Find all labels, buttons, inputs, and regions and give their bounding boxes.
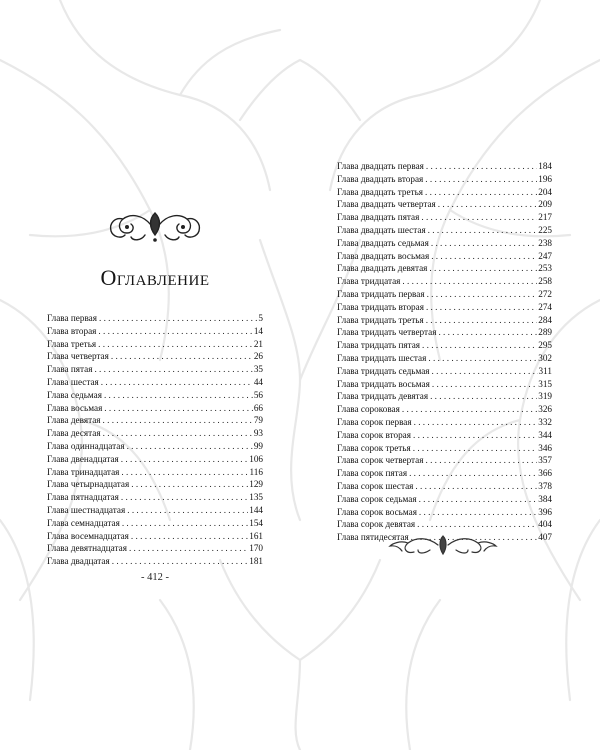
toc-entry-title: Глава тридцать вторая: [337, 301, 424, 312]
toc-entry-page: 79: [253, 415, 263, 426]
dot-leader: [99, 312, 257, 325]
toc-entry-page: 196: [538, 173, 552, 184]
toc-entry-title: Глава сорок пятая: [337, 468, 408, 479]
toc-entry-title: Глава тридцать восьмая: [337, 378, 430, 389]
toc-entry-page: 274: [538, 301, 552, 312]
toc-entry: [47, 555, 263, 568]
toc-entry-page: 106: [249, 453, 263, 464]
toc-entry-page: 344: [538, 429, 552, 440]
toc-entry-page: 407: [538, 532, 552, 543]
toc-entry-page: 26: [253, 351, 263, 362]
dot-leader: [413, 442, 537, 455]
dot-leader: [98, 325, 252, 338]
toc-entry-page: 44: [253, 376, 263, 387]
toc-entry-page: 295: [538, 340, 552, 351]
dot-leader: [419, 506, 537, 519]
dot-leader: [432, 378, 537, 391]
toc-entry-page: 357: [538, 455, 552, 466]
toc-entry-title: Глава девятнадцатая: [47, 543, 127, 554]
toc-entry-title: Глава сорок шестая: [337, 480, 414, 491]
toc-entry-page: 144: [249, 504, 263, 515]
toc-entry: [337, 250, 552, 263]
toc-entry-page: 116: [249, 466, 263, 477]
dot-leader: [127, 504, 248, 517]
toc-entry-title: Глава тридцать четвертая: [337, 327, 437, 338]
toc-entry: [337, 493, 552, 506]
toc-entry-page: 319: [538, 391, 552, 402]
toc-entry-page: 5: [258, 313, 263, 323]
dot-leader: [94, 363, 252, 376]
toc-entry-page: 225: [538, 224, 552, 235]
dot-leader: [432, 365, 538, 378]
toc-entry-page: 238: [538, 237, 552, 248]
toc-entry-page: 272: [538, 288, 552, 299]
dot-leader: [419, 493, 538, 506]
toc-entry-page: 154: [249, 517, 263, 528]
dot-leader: [131, 530, 248, 543]
toc-entry-page: 326: [538, 404, 552, 415]
toc-entry-page: 311: [538, 365, 552, 376]
toc-entry: [47, 376, 263, 389]
toc-entry: [337, 390, 552, 403]
toc-entry: [337, 429, 552, 442]
toc-entry: [47, 350, 263, 363]
dot-leader: [402, 275, 537, 288]
toc-entry-page: 302: [538, 352, 552, 363]
scroll-ornament-bottom: [388, 532, 498, 558]
toc-entry: [337, 275, 552, 288]
toc-entry: [47, 504, 263, 517]
toc-entry: [337, 237, 552, 250]
toc-entry-title: Глава десятая: [47, 428, 101, 439]
dot-leader: [417, 518, 537, 531]
toc-entry-title: Глава двадцать пятая: [337, 212, 420, 223]
toc-entry-title: Глава одиннадцатая: [47, 440, 125, 451]
toc-entry-page: 184: [538, 161, 552, 171]
dot-leader: [425, 173, 537, 186]
dot-leader: [426, 160, 537, 173]
dot-leader: [104, 389, 253, 402]
toc-entry-title: Глава тридцатая: [337, 276, 401, 287]
toc-entry-title: Глава пятидесятая: [337, 532, 409, 543]
dot-leader: [438, 326, 537, 339]
toc-entry: [337, 403, 552, 416]
dot-leader: [409, 467, 537, 480]
toc-entry-page: 253: [538, 263, 552, 274]
toc-entry-title: Глава двадцать первая: [337, 161, 424, 171]
toc-entry-title: Глава шестнадцатая: [47, 504, 126, 515]
toc-entry-title: Глава сорок четвертая: [337, 455, 424, 466]
toc-entry-title: Глава тридцать девятая: [337, 391, 429, 402]
toc-entry-page: 35: [253, 364, 263, 375]
toc-entry-title: Глава двадцать девятая: [337, 263, 428, 274]
toc-entry: [337, 480, 552, 493]
toc-entry: [47, 440, 263, 453]
toc-entry-title: Глава восьмая: [47, 402, 103, 413]
toc-entry: [337, 301, 552, 314]
toc-entry: [47, 389, 263, 402]
toc-entry-title: Глава сорок восьмая: [337, 506, 417, 517]
toc-entry: [337, 224, 552, 237]
toc-entry: [337, 442, 552, 455]
dot-leader: [421, 211, 537, 224]
toc-entry-title: Глава сорок первая: [337, 416, 412, 427]
dot-leader: [428, 224, 538, 237]
toc-entry-page: 404: [538, 519, 552, 530]
dot-leader: [111, 350, 253, 363]
dot-leader: [122, 517, 248, 530]
dot-leader: [112, 555, 249, 568]
toc-entry: [47, 325, 263, 338]
toc-entry-page: 209: [538, 199, 552, 210]
toc-entry-page: 396: [538, 506, 552, 517]
toc-left-column: [47, 312, 263, 568]
dot-leader: [430, 390, 537, 403]
toc-entry-title: Глава сорок седьмая: [337, 493, 417, 504]
dot-leader: [103, 427, 253, 440]
dot-leader: [131, 478, 248, 491]
toc-entry-title: Глава двадцать четвертая: [337, 199, 436, 210]
toc-entry-page: 258: [538, 276, 552, 287]
toc-entry-title: Глава сороковая: [337, 404, 400, 415]
toc-entry-title: Глава тридцать третья: [337, 314, 424, 325]
dot-leader: [121, 466, 248, 479]
toc-entry-title: Глава сорок третья: [337, 442, 411, 453]
dot-leader: [429, 262, 537, 275]
toc-entry-page: 129: [249, 479, 263, 490]
toc-entry-page: 56: [253, 389, 263, 400]
toc-entry-page: 135: [249, 492, 263, 503]
toc-entry-title: Глава двадцать восьмая: [337, 250, 430, 261]
toc-entry: [47, 491, 263, 504]
toc-entry: [47, 402, 263, 415]
toc-entry: [337, 160, 552, 173]
dot-leader: [414, 416, 538, 429]
toc-entry: [47, 363, 263, 376]
toc-entry-page: 161: [249, 530, 263, 541]
toc-entry: [337, 416, 552, 429]
toc-entry: [47, 542, 263, 555]
dot-leader: [438, 198, 537, 211]
dot-leader: [402, 403, 537, 416]
dot-leader: [101, 376, 253, 389]
toc-entry-title: Глава тридцать шестая: [337, 352, 427, 363]
toc-entry-page: 14: [253, 325, 263, 336]
toc-entry: [337, 518, 552, 531]
dot-leader: [427, 288, 538, 301]
toc-entry-title: Глава сорок вторая: [337, 429, 411, 440]
toc-entry-page: 378: [538, 480, 552, 491]
dot-leader: [121, 491, 248, 504]
toc-entry: [47, 517, 263, 530]
toc-title: Оглавление: [100, 265, 210, 290]
toc-entry: [337, 262, 552, 275]
toc-entry-title: Глава двадцать третья: [337, 186, 424, 197]
toc-entry: [47, 478, 263, 491]
dot-leader: [104, 402, 253, 415]
toc-entry-title: Глава девятая: [47, 415, 101, 426]
dot-leader: [413, 429, 537, 442]
toc-entry: [337, 288, 552, 301]
toc-entry-title: Глава пятая: [47, 364, 93, 375]
toc-entry: [337, 467, 552, 480]
toc-entry-title: Глава тринадцатая: [47, 466, 120, 477]
toc-entry-title: Глава двадцать вторая: [337, 173, 424, 184]
toc-entry-page: 204: [538, 186, 552, 197]
toc-entry-title: Глава вторая: [47, 325, 97, 336]
toc-entry: [337, 339, 552, 352]
dot-leader: [428, 352, 537, 365]
toc-entry-title: Глава двадцатая: [47, 556, 110, 567]
toc-entry-title: Глава четвертая: [47, 351, 109, 362]
toc-entry: [337, 378, 552, 391]
dot-leader: [425, 454, 537, 467]
toc-entry-title: Глава двадцать шестая: [337, 224, 426, 235]
toc-entry: [337, 314, 552, 327]
toc-entry-title: Глава тридцать седьмая: [337, 365, 430, 376]
toc-entry: [47, 530, 263, 543]
toc-entry: [337, 326, 552, 339]
toc-entry: [337, 198, 552, 211]
dot-leader: [431, 237, 537, 250]
toc-entry: [47, 338, 263, 351]
toc-entry-page: 315: [538, 378, 552, 389]
dot-leader: [129, 542, 248, 555]
toc-entry-title: Глава сорок девятая: [337, 519, 416, 530]
dot-leader: [127, 440, 253, 453]
toc-entry: [337, 352, 552, 365]
toc-right-column: [337, 160, 552, 544]
dot-leader: [103, 414, 253, 427]
toc-entry: [47, 427, 263, 440]
toc-entry-page: 384: [538, 493, 552, 504]
toc-entry-page: 21: [253, 338, 263, 349]
toc-entry-page: 284: [538, 314, 552, 325]
toc-entry: [47, 466, 263, 479]
dot-leader: [431, 250, 537, 263]
toc-entry-title: Глава седьмая: [47, 389, 102, 400]
toc-entry-page: 181: [249, 556, 263, 567]
toc-entry-page: 346: [538, 442, 552, 453]
toc-entry-title: Глава тридцать первая: [337, 288, 425, 299]
toc-entry-page: 289: [538, 327, 552, 338]
toc-entry-title: Глава шестая: [47, 376, 99, 387]
dot-leader: [415, 480, 537, 493]
dot-leader: [425, 186, 537, 199]
toc-entry-title: Глава тридцать пятая: [337, 340, 421, 351]
dot-leader: [422, 339, 537, 352]
toc-entry-page: 99: [253, 440, 263, 451]
toc-entry: [337, 211, 552, 224]
toc-entry-page: 366: [538, 468, 552, 479]
toc-entry-title: Глава двадцать седьмая: [337, 237, 429, 248]
toc-entry-title: Глава двенадцатая: [47, 453, 119, 464]
dot-leader: [426, 301, 537, 314]
toc-entry-page: 170: [249, 543, 263, 554]
toc-entry: [337, 186, 552, 199]
toc-entry-title: Глава третья: [47, 338, 97, 349]
toc-entry: [337, 173, 552, 186]
toc-entry-title: Глава четырнадцатая: [47, 479, 130, 490]
toc-entry-page: 332: [538, 416, 552, 427]
page-number: - 412 -: [141, 572, 169, 583]
toc-entry-page: 217: [538, 212, 552, 223]
toc-entry-page: 93: [253, 428, 263, 439]
toc-entry: [47, 312, 263, 325]
toc-entry: [47, 414, 263, 427]
toc-entry-title: Глава восемнадцатая: [47, 530, 129, 541]
dot-leader: [121, 453, 248, 466]
toc-entry-page: 66: [253, 402, 263, 413]
toc-entry-title: Глава первая: [47, 313, 97, 323]
toc-entry: [47, 453, 263, 466]
toc-entry-title: Глава семнадцатая: [47, 517, 120, 528]
toc-entry: [337, 365, 552, 378]
toc-entry: [337, 506, 552, 519]
dot-leader: [426, 314, 538, 327]
toc-entry-page: 247: [538, 250, 552, 261]
scroll-ornament-top: [105, 205, 205, 245]
toc-entry: [337, 454, 552, 467]
dot-leader: [98, 338, 253, 351]
toc-entry-title: Глава пятнадцатая: [47, 492, 119, 503]
